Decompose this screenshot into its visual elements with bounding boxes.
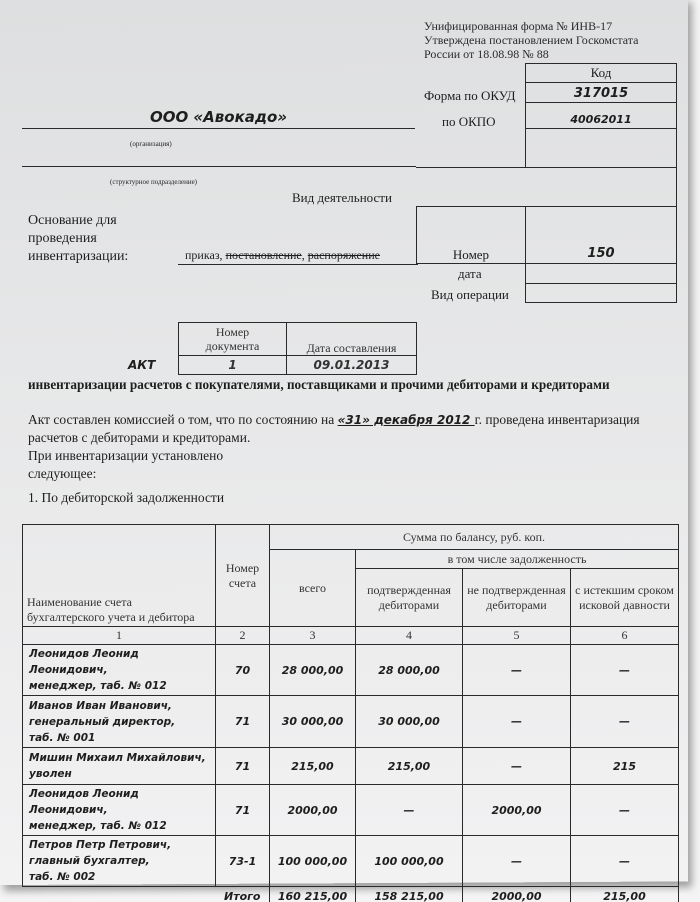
section-heading: 1. По дебиторской задолженности	[28, 490, 225, 505]
basis-options	[185, 248, 380, 263]
activity-label: Вид деятельности	[292, 190, 392, 205]
unconfirmed-amount: —	[463, 696, 571, 748]
confirmed-amount: 100 000,00	[356, 836, 463, 887]
totals-label: Итого	[216, 887, 270, 902]
expired-amount: —	[571, 836, 679, 887]
body-para2-line2: следующее:	[28, 466, 97, 481]
basis-label	[28, 212, 128, 266]
header-confirmed: подтвержденная дебиторами	[356, 569, 463, 627]
account-number: 71	[216, 785, 270, 836]
totals-spacer	[23, 887, 216, 902]
header-account: Номер счета	[216, 525, 270, 627]
inventory-date: «31» декабря 2012	[337, 413, 475, 427]
form-header-line: России от 18.08.98 № 88	[424, 47, 549, 61]
code-header-cell	[525, 63, 677, 83]
table-row	[23, 836, 679, 887]
account-number: 70	[216, 645, 270, 696]
department-caption: (структурное подразделение)	[110, 178, 198, 186]
number-label: Номер	[452, 247, 490, 262]
table-row	[23, 785, 679, 836]
column-number: 6	[571, 627, 679, 645]
account-number: 73-1	[216, 836, 270, 887]
unconfirmed-amount: —	[463, 645, 571, 696]
body-text	[28, 411, 640, 483]
okud-value-cell	[525, 82, 677, 103]
account-number: 71	[216, 748, 270, 785]
table-row	[23, 748, 679, 785]
column-numbers-row	[23, 627, 679, 645]
header-unconfirmed: не подтвержденная дебиторами	[463, 569, 571, 627]
date-label: дата	[458, 266, 482, 281]
organization-underline	[22, 128, 415, 129]
totals-expired: 215,00	[571, 887, 679, 902]
document-info-table	[178, 322, 417, 375]
body-para1: Акт составлен комиссией о том, что по состоянию на «31» декабря 2012 г. проведена инвентаризация	[28, 412, 640, 427]
expired-amount: 215	[571, 748, 679, 785]
act-label: АКТ	[128, 358, 156, 372]
totals-unconfirmed: 2000,00	[463, 887, 571, 902]
department-underline	[22, 166, 416, 167]
basis-option-resolution: постановление	[225, 248, 302, 262]
column-number: 2	[216, 627, 270, 645]
basis-underline	[178, 264, 418, 265]
column-number: 1	[23, 627, 216, 645]
column-number: 5	[463, 627, 571, 645]
total-amount: 215,00	[270, 748, 356, 785]
number-value-cell	[525, 206, 677, 264]
okpo-value-cell	[525, 102, 677, 129]
date-value-cell[interactable]	[525, 263, 677, 284]
total-amount: 100 000,00	[270, 836, 356, 887]
okud-value: 317015	[573, 86, 629, 101]
activity-code-cell	[416, 167, 677, 207]
debtor-name: Леонидов Леонид Леонидович, менеджер, таб. № 012	[23, 785, 216, 836]
column-number: 3	[270, 627, 356, 645]
confirmed-amount: 28 000,00	[356, 645, 463, 696]
table-row	[23, 645, 679, 696]
totals-row	[23, 887, 679, 902]
okpo-label: по ОКПО	[442, 114, 496, 129]
body-para1-line2: расчетов с дебиторами и кредиторами.	[28, 430, 251, 445]
form-header-line: Утверждена постановлением Госкомстата	[424, 33, 639, 47]
basis-separator: ,	[301, 248, 305, 262]
debtor-name: Леонидов Леонид Леонидович, менеджер, таб. № 012	[23, 645, 216, 696]
okpo-value: 40062011	[570, 113, 632, 126]
column-number: 4	[356, 627, 463, 645]
organization-caption: (организация)	[130, 140, 172, 148]
code-header: Код	[590, 65, 612, 80]
receivables-table	[22, 524, 679, 902]
header-balance-group: Сумма по балансу, руб. коп.	[270, 525, 679, 550]
number-label-cell	[416, 206, 526, 264]
form-header-line: Унифицированная форма № ИНВ-17	[424, 19, 613, 33]
total-amount: 30 000,00	[270, 696, 356, 748]
basis-option-directive: распоряжение	[307, 248, 380, 262]
operation-label: Вид операции	[431, 287, 509, 302]
debtor-name: Петров Петр Петрович, главный бухгалтер, таб. № 002	[23, 836, 216, 887]
operation-value-cell[interactable]	[525, 283, 677, 303]
basis-label-line: Основание для	[28, 213, 117, 228]
organization-name: ООО «Авокадо»	[149, 108, 288, 126]
basis-label-line: инвентаризации:	[28, 249, 129, 264]
total-amount: 28 000,00	[270, 645, 356, 696]
confirmed-amount: —	[356, 785, 463, 836]
totals-confirmed: 158 215,00	[356, 887, 463, 902]
basis-label-line: проведения	[28, 231, 97, 246]
header-total: всего	[270, 550, 356, 627]
table-row	[23, 696, 679, 748]
body-para2-line1: При инвентаризации установлено	[28, 448, 224, 463]
unconfirmed-amount: —	[463, 836, 571, 887]
debtor-name: Мишин Михаил Михайлович, уволен	[23, 748, 216, 785]
doc-number: 1	[179, 356, 287, 375]
expired-amount: —	[571, 785, 679, 836]
total-amount: 2000,00	[270, 785, 356, 836]
totals-total: 160 215,00	[270, 887, 356, 902]
basis-option-order: приказ,	[185, 248, 223, 262]
code-empty-cell	[525, 128, 677, 168]
header-debt-group: в том числе задолженность	[356, 550, 679, 569]
doc-date: 09.01.2013	[287, 356, 417, 375]
okud-label: Форма по ОКУД	[424, 88, 516, 103]
confirmed-amount: 30 000,00	[356, 696, 463, 748]
doc-date-header: Дата составления	[287, 323, 417, 356]
document-title: инвентаризации расчетов с покупателями, поставщиками и прочими дебиторами и кредиторами	[28, 377, 610, 392]
unconfirmed-amount: 2000,00	[463, 785, 571, 836]
debtor-name: Иванов Иван Иванович, генеральный директор, таб. № 001	[23, 696, 216, 748]
header-name: Наименование счета бухгалтерского учета и дебитора	[23, 525, 216, 627]
doc-number-header: Номер документа	[179, 323, 287, 356]
expired-amount: —	[571, 696, 679, 748]
header-expired: с истекшим сроком исковой давности	[571, 569, 679, 627]
account-number: 71	[216, 696, 270, 748]
confirmed-amount: 215,00	[356, 748, 463, 785]
number-value: 150	[587, 246, 615, 261]
unconfirmed-amount: —	[463, 748, 571, 785]
form-header	[424, 19, 638, 61]
expired-amount: —	[571, 645, 679, 696]
